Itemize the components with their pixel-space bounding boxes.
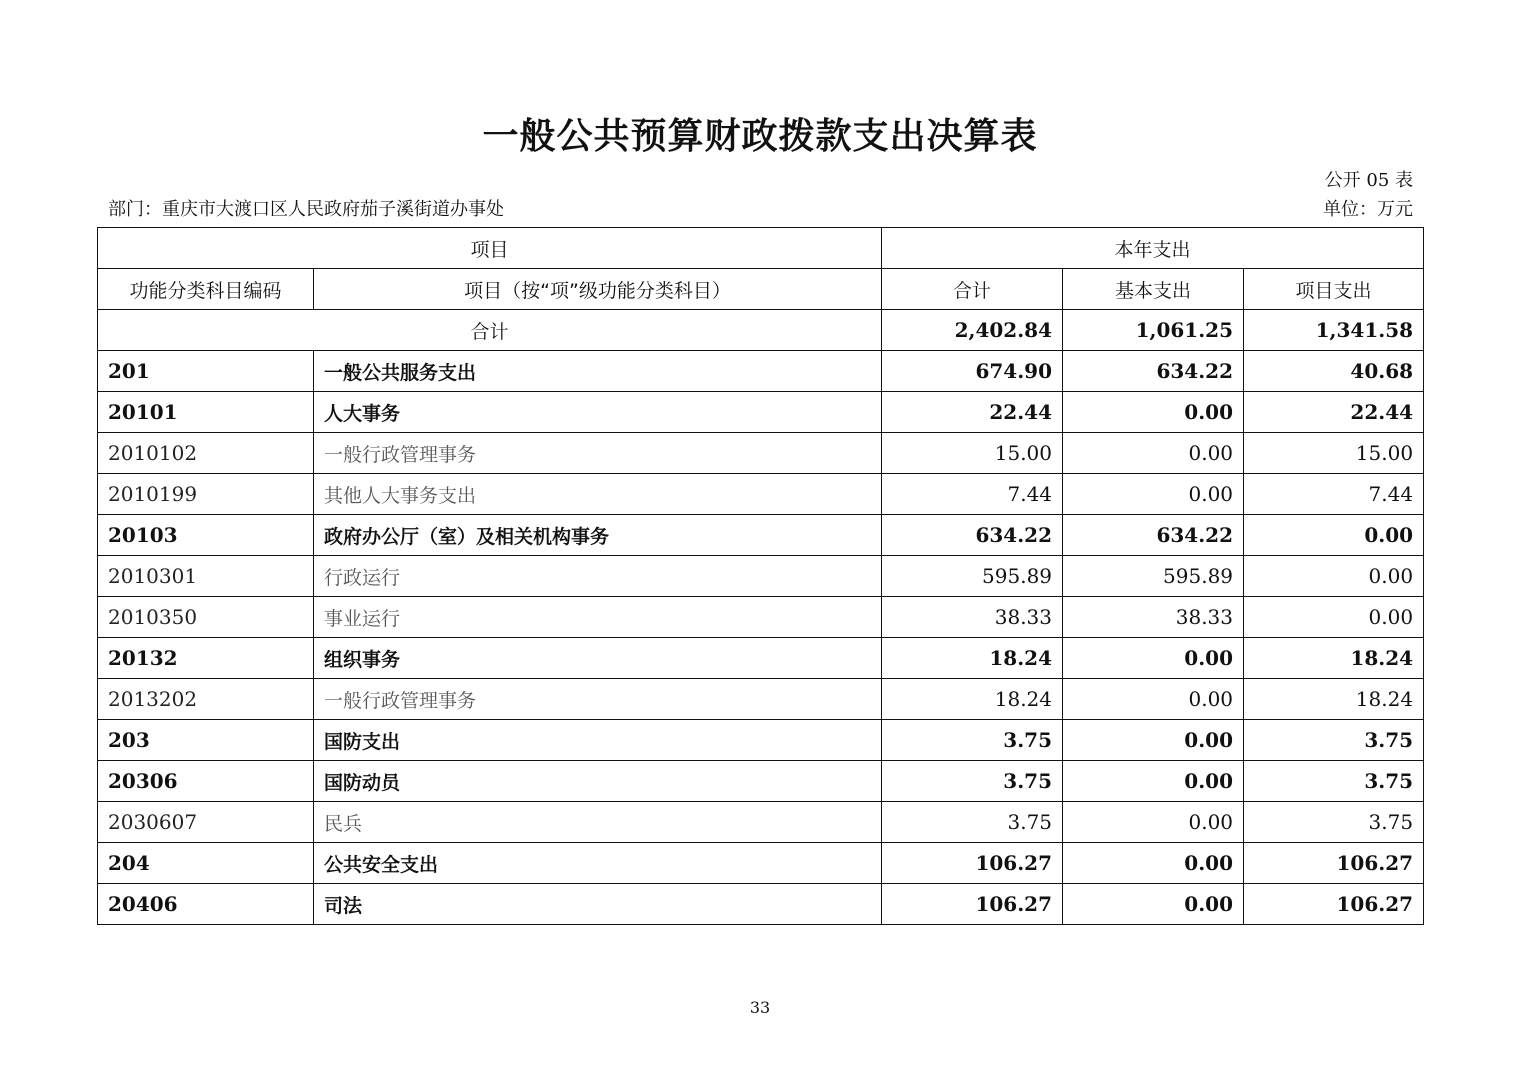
code-cell: 203: [98, 720, 314, 761]
project-cell: 22.44: [1244, 392, 1424, 433]
basic-cell: 0.00: [1063, 474, 1244, 515]
project-cell: 0.00: [1244, 515, 1424, 556]
project-cell: 106.27: [1244, 884, 1424, 925]
name-cell: 民兵: [314, 802, 882, 843]
total-cell: 634.22: [882, 515, 1063, 556]
basic-cell: 0.00: [1063, 638, 1244, 679]
code-cell: 20406: [98, 884, 314, 925]
project-cell: 3.75: [1244, 761, 1424, 802]
name-cell: 公共安全支出: [314, 843, 882, 884]
total-label: 合计: [98, 310, 882, 351]
project-cell: 15.00: [1244, 433, 1424, 474]
code-cell: 2010350: [98, 597, 314, 638]
basic-cell: 0.00: [1063, 843, 1244, 884]
basic-cell: 38.33: [1063, 597, 1244, 638]
basic-cell: 0.00: [1063, 679, 1244, 720]
name-cell: 国防支出: [314, 720, 882, 761]
total-cell: 106.27: [882, 884, 1063, 925]
table-row: [98, 884, 1424, 925]
total-cell: 15.00: [882, 433, 1063, 474]
basic-cell: 0.00: [1063, 392, 1244, 433]
table-row: [98, 761, 1424, 802]
total-cell: 3.75: [882, 720, 1063, 761]
code-cell: 20306: [98, 761, 314, 802]
code-cell: 20132: [98, 638, 314, 679]
page-number: 33: [749, 998, 771, 1017]
total-project: 1,341.58: [1244, 310, 1424, 351]
name-cell: 事业运行: [314, 597, 882, 638]
name-cell: 政府办公厅（室）及相关机构事务: [314, 515, 882, 556]
code-cell: 2010102: [98, 433, 314, 474]
code-cell: 2030607: [98, 802, 314, 843]
basic-cell: 595.89: [1063, 556, 1244, 597]
table-row: [98, 556, 1424, 597]
unit-label: 单位：万元: [1323, 199, 1413, 220]
basic-cell: 0.00: [1063, 720, 1244, 761]
name-cell: 其他人大事务支出: [314, 474, 882, 515]
name-cell: 行政运行: [314, 556, 882, 597]
header-current-year: 本年支出: [882, 228, 1424, 269]
table-row: [98, 392, 1424, 433]
total-cell: 674.90: [882, 351, 1063, 392]
code-cell: 2010301: [98, 556, 314, 597]
header-basic: 基本支出: [1063, 269, 1244, 310]
table-row: [98, 351, 1424, 392]
project-cell: 18.24: [1244, 679, 1424, 720]
code-cell: 20103: [98, 515, 314, 556]
header-row-1: [98, 228, 1424, 269]
basic-cell: 0.00: [1063, 884, 1244, 925]
table-row: [98, 720, 1424, 761]
basic-cell: 0.00: [1063, 433, 1244, 474]
table-row: [98, 679, 1424, 720]
total-row: [98, 310, 1424, 351]
name-cell: 一般行政管理事务: [314, 433, 882, 474]
table-row: [98, 597, 1424, 638]
table-row: [98, 515, 1424, 556]
code-cell: 20101: [98, 392, 314, 433]
expenditure-table: [97, 227, 1424, 925]
basic-cell: 0.00: [1063, 802, 1244, 843]
name-cell: 国防动员: [314, 761, 882, 802]
project-cell: 7.44: [1244, 474, 1424, 515]
basic-cell: 0.00: [1063, 761, 1244, 802]
name-cell: 组织事务: [314, 638, 882, 679]
table-row: [98, 802, 1424, 843]
total-cell: 595.89: [882, 556, 1063, 597]
code-cell: 201: [98, 351, 314, 392]
code-cell: 2013202: [98, 679, 314, 720]
total-cell: 3.75: [882, 802, 1063, 843]
total-cell: 106.27: [882, 843, 1063, 884]
project-cell: 3.75: [1244, 720, 1424, 761]
total-cell: 38.33: [882, 597, 1063, 638]
total-cell: 3.75: [882, 761, 1063, 802]
total-cell: 7.44: [882, 474, 1063, 515]
project-cell: 18.24: [1244, 638, 1424, 679]
name-cell: 一般行政管理事务: [314, 679, 882, 720]
table-row: [98, 474, 1424, 515]
project-cell: 0.00: [1244, 556, 1424, 597]
name-cell: 司法: [314, 884, 882, 925]
total-amount: 2,402.84: [882, 310, 1063, 351]
header-name: 项目（按“项”级功能分类科目）: [314, 269, 882, 310]
code-cell: 2010199: [98, 474, 314, 515]
table-row: [98, 433, 1424, 474]
name-cell: 人大事务: [314, 392, 882, 433]
total-cell: 22.44: [882, 392, 1063, 433]
total-basic: 1,061.25: [1063, 310, 1244, 351]
basic-cell: 634.22: [1063, 515, 1244, 556]
project-cell: 3.75: [1244, 802, 1424, 843]
department-label: 部门：重庆市大渡口区人民政府茄子溪街道办事处: [108, 199, 504, 220]
header-code: 功能分类科目编码: [98, 269, 314, 310]
code-cell: 204: [98, 843, 314, 884]
project-cell: 0.00: [1244, 597, 1424, 638]
basic-cell: 634.22: [1063, 351, 1244, 392]
name-cell: 一般公共服务支出: [314, 351, 882, 392]
table-row: [98, 843, 1424, 884]
header-project: 项目支出: [1244, 269, 1424, 310]
table-number: 公开 05 表: [1324, 170, 1413, 191]
header-item: 项目: [98, 228, 882, 269]
header-total: 合计: [882, 269, 1063, 310]
project-cell: 40.68: [1244, 351, 1424, 392]
table-row: [98, 638, 1424, 679]
page-title: 一般公共预算财政拨款支出决算表: [482, 116, 1038, 157]
header-row-2: [98, 269, 1424, 310]
project-cell: 106.27: [1244, 843, 1424, 884]
total-cell: 18.24: [882, 638, 1063, 679]
total-cell: 18.24: [882, 679, 1063, 720]
